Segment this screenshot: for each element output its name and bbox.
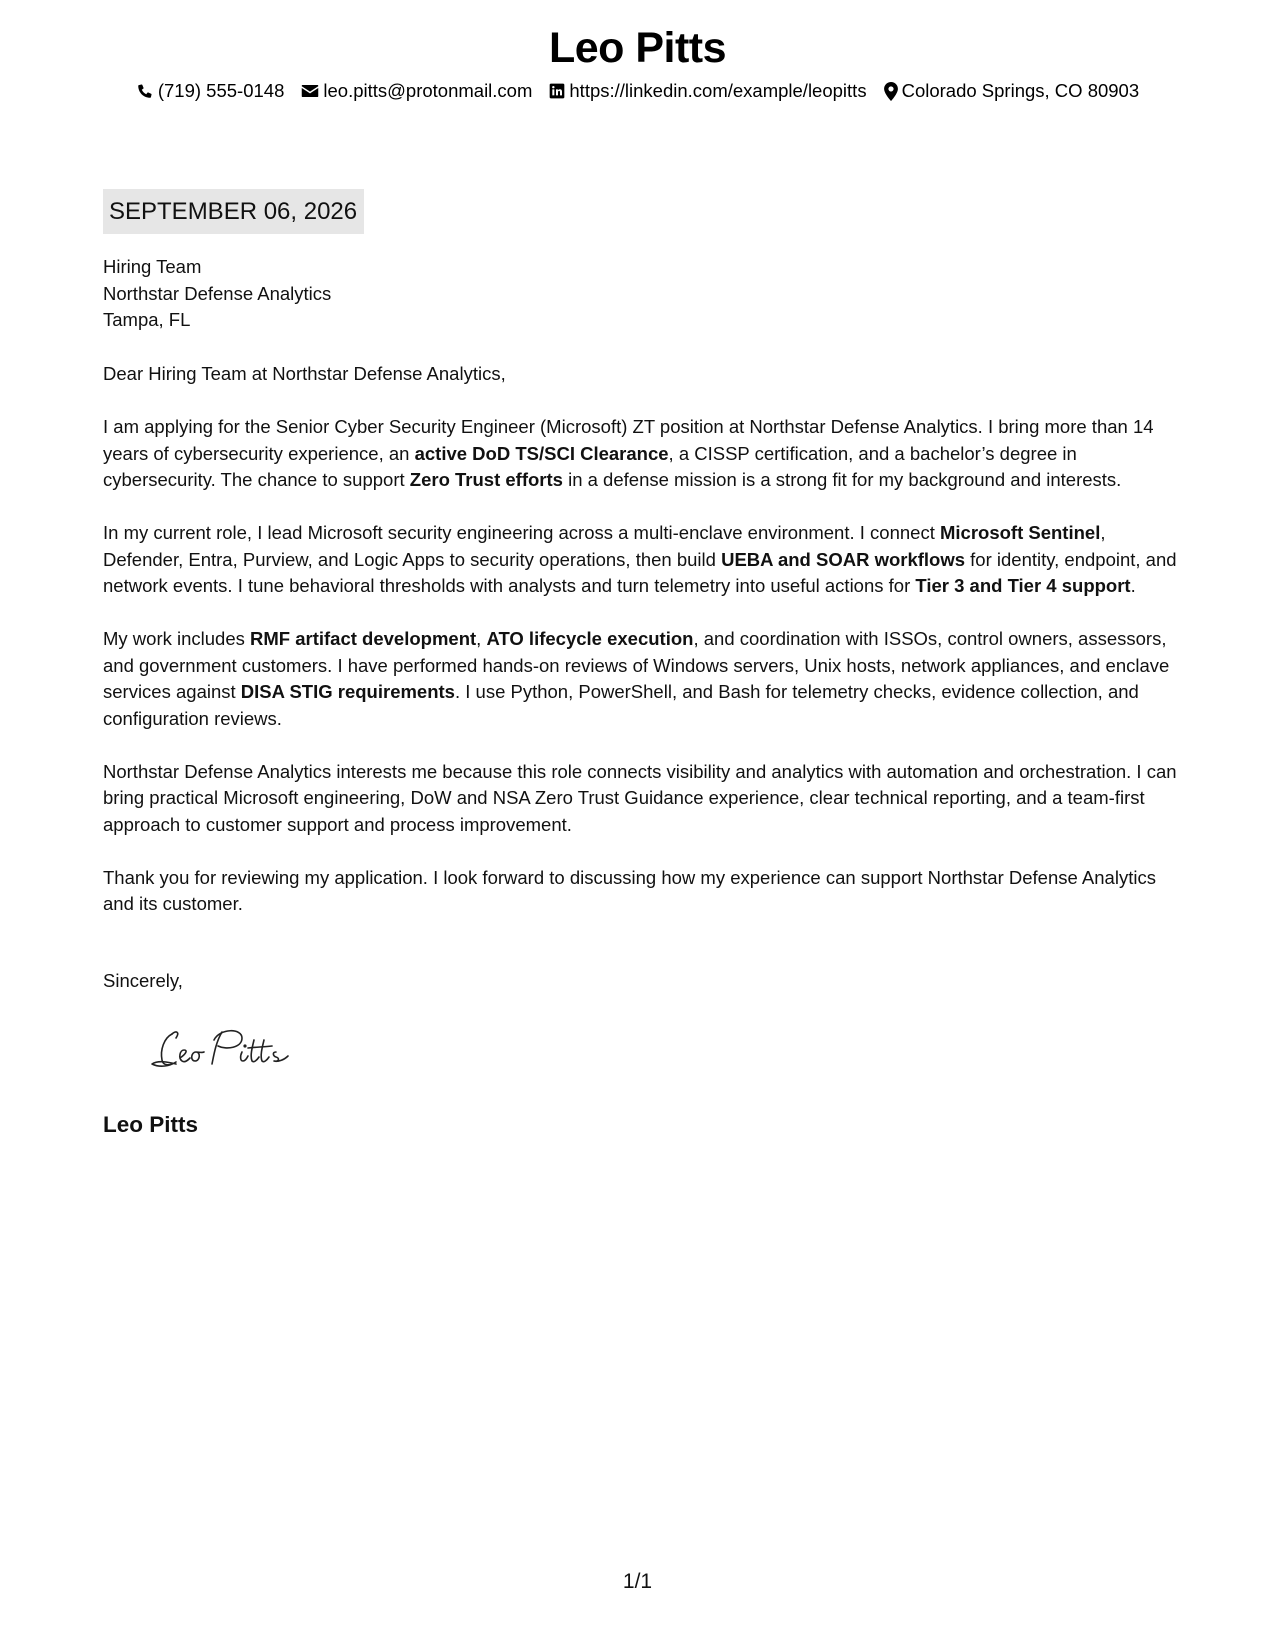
salutation: Dear Hiring Team at Northstar Defense Analytics, [103,363,506,384]
location-text: Colorado Springs, CO 80903 [901,80,1140,101]
highlight-ato: ATO lifecycle execution [486,628,694,649]
closing-line: Sincerely, [103,970,183,991]
map-marker-icon [884,82,898,101]
phone-icon [136,82,154,100]
signer-name: Leo Pitts [103,1112,199,1137]
handwritten-signature [150,1020,320,1074]
email-address[interactable]: leo.pitts@protonmail.com [323,80,533,101]
contact-email[interactable] [301,78,532,104]
envelope-icon [301,83,319,99]
recipient-company: Northstar Defense Analytics [103,282,332,304]
recipient-block [103,254,331,334]
highlight-clearance: active DoD TS/SCI Clearance [414,442,669,464]
recipient-location: Tampa, FL [103,309,191,330]
highlight-ueba-soar: UEBA and SOAR workflows [721,548,966,570]
letter-body [103,361,1178,944]
paragraph-thanks: Thank you for reviewing my application. I look forward to discussing how my experience can support Northstar Defense Analytics and its customer. [103,866,1156,914]
contact-linkedin[interactable] [549,78,866,104]
paragraph-intro: I am applying for the Senior Cyber Security Engineer (Microsoft) ZT position at Northstar Defense Analytics. I bring more than 14 years of cybersecurity experience, an active DoD TS/SCI Clearance, a CISSP certification, and a bachelor’s degree in cybersecurity. The chance to support Zero Trust efforts in a defense mission is a strong fit for my background and interests. [103,416,1154,490]
paragraph-rmf-work: My work includes RMF artifact development, ATO lifecycle execution, and coordination with ISSOs, control owners, assessors, and government customers. I have performed hands-on reviews of Windows servers, Unix hosts, network appliances, and enclave services against DISA STIG requirements. I use Python, PowerShell, and Bash for telemetry checks, evidence collection, and configuration reviews. [103,628,1170,729]
highlight-rmf: RMF artifact development [250,628,477,649]
recipient-line: Hiring Team [103,256,202,277]
page-number: 1/1 [622,1570,653,1593]
contact-phone [136,78,285,104]
applicant-name-heading: Leo Pitts [548,24,727,72]
phone-number: (719) 555-0148 [157,80,285,101]
letter-date: SEPTEMBER 06, 2026 [103,189,364,234]
contact-info-row [0,78,1275,104]
highlight-sentinel: Microsoft Sentinel [939,522,1101,543]
highlight-tier-support: Tier 3 and Tier 4 support [915,575,1131,596]
paragraph-interest: Northstar Defense Analytics interests me because this role connects visibility and analytics with automation and orchestration. I can bring practical Microsoft engineering, DoW and NSA Zero Trust Guidance experience, clear technical reporting, and a team-first approach to customer support and process improvement. [103,760,1177,835]
paragraph-current-role: In my current role, I lead Microsoft security engineering across a multi-enclave environment. I connect Microsoft Sentinel, Defender, Entra, Purview, and Logic Apps to security operations, then build UEBA and SOAR workflows for identity, endpoint, and network events. I tune behavioral thresholds with analysts and turn telemetry into useful actions for Tier 3 and Tier 4 support. [103,522,1177,596]
linkedin-url[interactable]: https://linkedin.com/example/leopitts [569,80,867,101]
highlight-zero-trust: Zero Trust efforts [409,469,563,490]
contact-location [884,78,1140,104]
linkedin-icon [549,83,565,99]
highlight-disa-stig: DISA STIG requirements [240,681,455,702]
